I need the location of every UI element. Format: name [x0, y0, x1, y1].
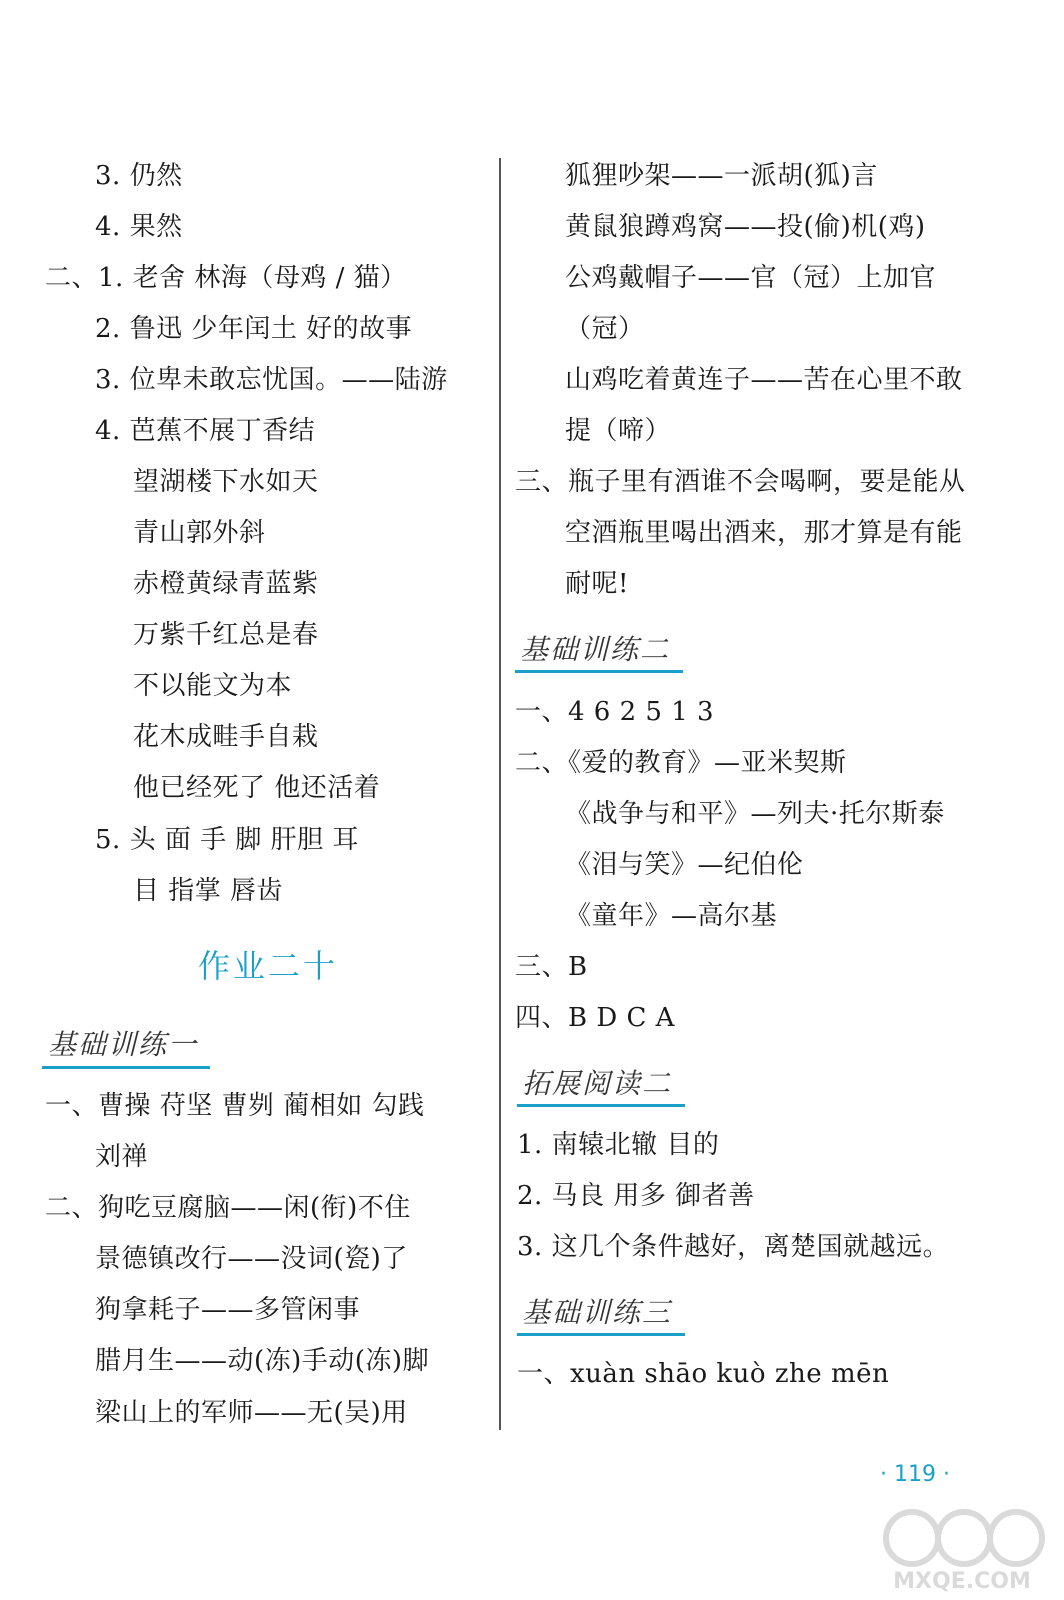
answer-line: 望湖楼下水如天 — [133, 467, 319, 497]
answer-line: 刘禅 — [95, 1142, 149, 1172]
answer-line: 目 指掌 唇齿 — [133, 876, 284, 906]
answer-line: 二、1. 老舍 林海（母鸡 / 猫） — [45, 263, 407, 293]
section-underline — [517, 1333, 685, 1336]
answer-line: 《战争与和平》—列夫·托尔斯泰 — [565, 799, 945, 829]
answer-line: 一、xuàn shāo kuò zhe mēn — [517, 1359, 890, 1389]
answer-line: 他已经死了 他还活着 — [133, 773, 381, 803]
answer-line: 耐呢! — [565, 569, 629, 599]
answer-line: 不以能文为本 — [133, 671, 293, 701]
answer-line: 4. 芭蕉不展丁香结 — [95, 416, 316, 446]
answer-line: 景德镇改行——没词(瓷)了 — [95, 1244, 408, 1274]
section-underline — [515, 670, 683, 673]
answer-line: 二、《爱的教育》—亚米契斯 — [515, 748, 847, 778]
answer-line: 赤橙黄绿青蓝紫 — [133, 569, 319, 599]
column-divider — [499, 158, 501, 1430]
watermark-logo-icon — [872, 1500, 1052, 1596]
answer-line: 公鸡戴帽子——官（冠）上加官 — [565, 263, 937, 293]
watermark-text: MXQE.COM — [893, 1569, 1031, 1594]
section-underline — [42, 1066, 210, 1069]
answer-line: 3. 仍然 — [95, 161, 183, 191]
answer-line: 3. 位卑未敢忘忧国。——陆游 — [95, 365, 448, 395]
answer-line: 四、B D C A — [515, 1003, 675, 1033]
section-title: 基础训练三 — [522, 1296, 673, 1329]
answer-line: 二、狗吃豆腐脑——闲(衔)不住 — [45, 1193, 411, 1223]
answer-line: 2. 鲁迅 少年闰土 好的故事 — [95, 314, 413, 344]
answer-line: 1. 南辕北辙 目的 — [517, 1130, 720, 1160]
answer-line: 提（啼） — [565, 416, 672, 446]
answer-line: 4. 果然 — [95, 212, 183, 242]
answer-line: 《童年》—高尔基 — [565, 901, 778, 931]
section-title: 基础训练二 — [520, 633, 671, 666]
answer-line: 黄鼠狼蹲鸡窝——投(偷)机(鸡) — [565, 212, 926, 242]
answer-line: 万紫千红总是春 — [133, 620, 319, 650]
section-title: 拓展阅读二 — [522, 1067, 673, 1100]
answer-line: 梁山上的军师——无(吴)用 — [95, 1398, 408, 1428]
answer-line: 一、曹操 苻坚 曹刿 蔺相如 勾践 — [45, 1091, 425, 1121]
answer-line: 三、B — [515, 952, 588, 982]
answer-line: 花木成畦手自栽 — [133, 722, 319, 752]
homework-title: 作业二十 — [198, 947, 339, 985]
answer-line: 山鸡吃着黄连子——苦在心里不敢 — [565, 365, 963, 395]
answer-line: 一、4 6 2 5 1 3 — [515, 697, 715, 727]
section-title: 基础训练一 — [48, 1028, 199, 1061]
answer-line: 3. 这几个条件越好，离楚国就越远。 — [517, 1232, 950, 1262]
answer-line: 腊月生——动(冻)手动(冻)脚 — [95, 1346, 430, 1376]
answer-line: 青山郭外斜 — [133, 518, 266, 548]
page-number: · 119 · — [880, 1462, 950, 1487]
answer-line: 2. 马良 用多 御者善 — [517, 1181, 755, 1211]
answer-line: 5. 头 面 手 脚 肝胆 耳 — [95, 825, 359, 855]
section-underline — [517, 1104, 685, 1107]
answer-line: 三、瓶子里有酒谁不会喝啊，要是能从 — [515, 467, 966, 497]
answer-line: 《泪与笑》—纪伯伦 — [565, 850, 804, 880]
answer-line: （冠） — [565, 314, 645, 344]
answer-line: 空酒瓶里喝出酒来，那才算是有能 — [565, 518, 963, 548]
answer-line: 狐狸吵架——一派胡(狐)言 — [565, 161, 878, 191]
answer-line: 狗拿耗子——多管闲事 — [95, 1295, 361, 1325]
